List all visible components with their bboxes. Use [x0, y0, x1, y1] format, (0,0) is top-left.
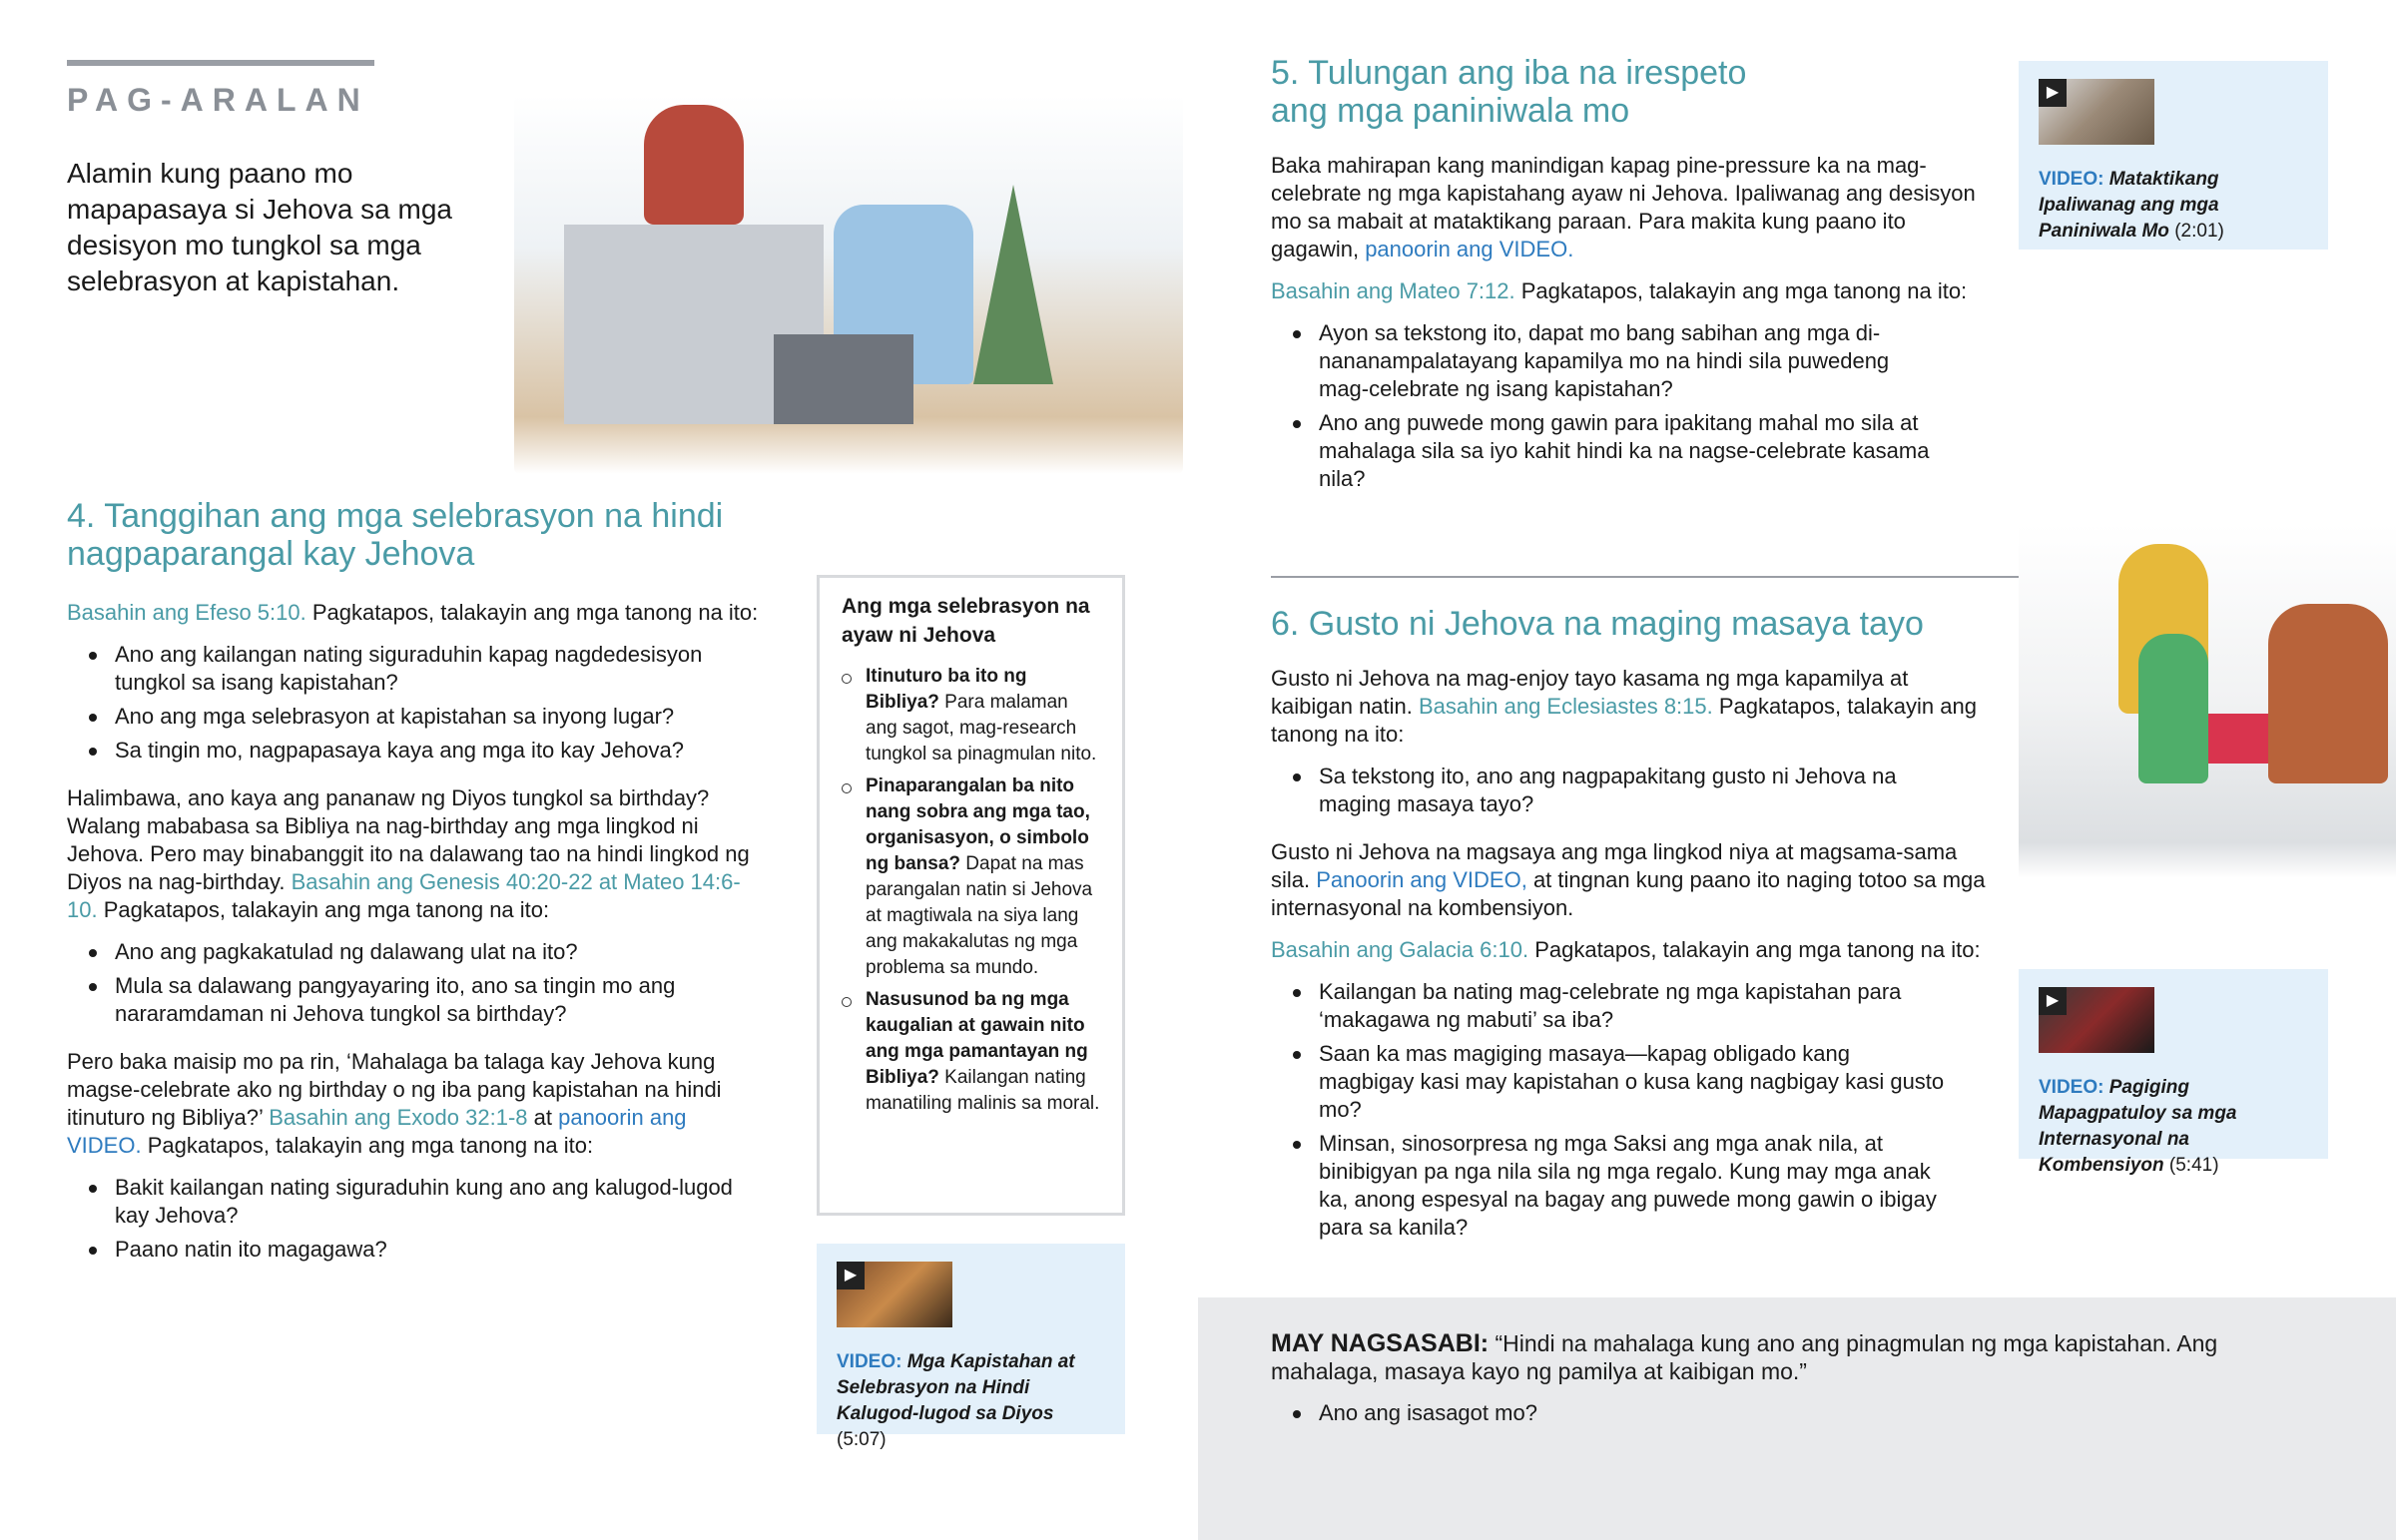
video-thumbnail[interactable] [2039, 987, 2154, 1053]
section-5-title: 5. Tulungan ang iba na irespeto ang mga paniniwala mo [1271, 54, 1747, 130]
list-item: Sa tekstong ito, ano ang nagpapakitang gusto ni Jehova na maging masaya tayo? [1271, 763, 1930, 818]
sidebar-question: Pinaparangalan ba nito nang sobra ang mga tao, organisasyon, o simbolo ng bansa? [866, 775, 1090, 874]
paragraph-text: Pagkatapos, talakayin ang mga tanong na ito: [141, 1133, 594, 1158]
list-item: Ano ang pagkakatulad ng dalawang ulat na ito? [67, 938, 766, 966]
paragraph-text: Pero baka maisip mo pa rin, ‘Mahalaga ba talaga kay Jehova kung magse-celebrate ako ng birthday o ng iba pang kapistahan na hindi itinuturo ng Bibliya?’ [67, 1049, 722, 1130]
scripture-link[interactable]: Basahin ang Exodo 32:1-8 [269, 1105, 528, 1130]
list-item: Saan ka mas magiging masaya—kapag obligado kang magbigay kasi may kapistahan o kusa kang nagbigay kasi gusto mo? [1271, 1040, 1950, 1124]
paragraph [67, 784, 766, 924]
list-item [842, 664, 1100, 768]
paragraph-text: Gusto ni Jehova na magsaya ang mga lingkod niya at magsama-sama sila. [1271, 839, 1958, 892]
paragraph-text: Pagkatapos, talakayin ang mga tanong na ito: [305, 600, 759, 625]
question-list [67, 1174, 766, 1264]
quote-panel [1198, 1297, 2396, 1540]
list-item: Ano ang puwede mong gawin para ipakitang mahal mo sila at mahalaga sila sa iyo kahit hindi ka na nagse-celebrate kasama nila? [1271, 409, 1930, 493]
list-item: Bakit kailangan nating siguraduhin kung ano ang kalugod-lugod kay Jehova? [67, 1174, 766, 1230]
paragraph-text: Halimbawa, ano kaya ang pananaw ng Diyos tungkol sa birthday? Walang mababasa sa Bibliya na nag-birthday ang mga lingkod ni Jehova. Pero may binabanggit ito na dalawang tao na hindi lingkod ng Diyos na nag-birthday. [67, 785, 750, 894]
christmas-tree [973, 185, 1053, 384]
paragraph-text: Pagkatapos, talakayin ang mga tanong na ito: [97, 897, 550, 922]
video-caption [837, 1349, 1105, 1453]
list-item: Sa tingin mo, nagpapasaya kaya ang mga ito kay Jehova? [67, 737, 766, 765]
quote-text: “Hindi na mahalaga kung ano ang pinagmulan ng mga kapistahan. Ang mahalaga, masaya kayo ng pamilya at kaibigan mo.” [1271, 1330, 2218, 1384]
sidebar-title: Ang mga selebrasyon na ayaw ni Jehova [842, 595, 1090, 647]
video-thumbnail[interactable] [2039, 79, 2154, 145]
paragraph [1271, 665, 1990, 749]
sidebar-question: Nasusunod ba ng mga kaugalian at gawain nito ang mga pamantayan ng Bibliya? [866, 989, 1088, 1088]
paragraph-text: Baka mahirapan kang manindigan kapag pine-pressure ka na mag-celebrate ng mga kapistahang ayaw ni Jehova. Ipaliwanag ang desisyon mo sa mabait at mataktikang paraan. Para makita kung paano ito gagawin, [1271, 153, 1976, 261]
list-item [842, 773, 1100, 981]
video-title: Pagiging Mapagpatuloy sa mga Internasyonal na Kombensiyon [2039, 1077, 2237, 1176]
sidebar-answer: Para malaman ang sagot, mag-research tungkol sa pinagmulan nito. [866, 692, 1097, 765]
office-illustration [514, 95, 1183, 474]
quote-label: MAY NAGSASABI: [1271, 1329, 1490, 1357]
sidebar-answer: Dapat na mas parangalan natin si Jehova at magtiwala na siya lang ang makakalutas ng mga problema sa mundo. [866, 853, 1093, 978]
video-link[interactable]: panoorin ang VIDEO. [67, 1105, 687, 1158]
scripture-link[interactable]: Basahin ang Efeso 5:10. [67, 600, 306, 625]
video-label: VIDEO: [2039, 169, 2104, 190]
video-link[interactable]: Panoorin ang VIDEO, [1316, 867, 1527, 892]
question-list [67, 641, 766, 765]
scripture-link[interactable]: Basahin ang Galacia 6:10. [1271, 937, 1529, 962]
video-card[interactable] [2019, 61, 2328, 250]
sidebar-question: Itinuturo ba ito ng Bibliya? [866, 666, 1027, 713]
sidebar-box [817, 575, 1125, 1216]
paragraph-text: at tingnan kung paano ito naging totoo sa mga internasyonal na kombensiyon. [1271, 867, 1986, 920]
quote-paragraph [1271, 1329, 2229, 1385]
play-icon: ▶ [837, 1262, 865, 1289]
question-list [1271, 319, 1930, 493]
video-title: Mataktikang Ipaliwanag ang mga Paniniwala Mo [2039, 169, 2219, 242]
laptop [774, 334, 913, 424]
paragraph-text: at [527, 1105, 559, 1130]
list-item: Ayon sa tekstong ito, dapat mo bang sabihan ang mga di-nananampalatayang kapamilya mo na hindi sila puwedeng mag-celebrate ng isang kapistahan? [1271, 319, 1930, 403]
list-item: Ano ang isasagot mo? [1271, 1399, 2323, 1427]
section-6-title: 6. Gusto ni Jehova na maging masaya tayo [1271, 605, 1924, 643]
video-label: VIDEO: [837, 1351, 902, 1372]
question-list [1271, 978, 1950, 1242]
section-rule [67, 60, 374, 66]
scripture-link[interactable]: Basahin ang Genesis 40:20-22 at Mateo 14:6-10. [67, 869, 741, 922]
paragraph-text: Pagkatapos, talakayin ang mga tanong na ito: [1528, 937, 1981, 962]
play-icon: ▶ [2039, 79, 2067, 107]
question-list [1271, 763, 1930, 818]
list-item: Paano natin ito magagawa? [67, 1236, 766, 1264]
paragraph-text: Gusto ni Jehova na mag-enjoy tayo kasama ng mga kapamilya at kaibigan natin. [1271, 666, 1909, 719]
divider [1271, 576, 2090, 578]
paragraph [1271, 152, 1990, 263]
list-item: Mula sa dalawang pangyayaring ito, ano sa tingin mo ang nararamdaman ni Jehova tungkol sa birthday? [67, 972, 766, 1028]
video-duration: (5:41) [2163, 1155, 2219, 1176]
video-card[interactable] [817, 1244, 1125, 1450]
video-thumbnail[interactable] [837, 1262, 952, 1327]
play-icon: ▶ [2039, 987, 2067, 1015]
question-list [1271, 1399, 2323, 1427]
list-item: Ano ang kailangan nating siguraduhin kapag nagdedesisyon tungkol sa isang kapistahan? [67, 641, 766, 697]
paragraph-text: Pagkatapos, talakayin ang tanong na ito: [1271, 694, 1977, 747]
video-caption [2039, 1075, 2308, 1179]
video-caption [2039, 167, 2308, 245]
woman-figure [644, 105, 744, 225]
child-figure [2138, 634, 2208, 783]
father-figure [2268, 604, 2388, 783]
scripture-link[interactable]: Basahin ang Eclesiastes 8:15. [1419, 694, 1713, 719]
scripture-link[interactable]: Basahin ang Mateo 7:12. [1271, 278, 1515, 303]
sidebar-answer: Kailangan nating manatiling malinis sa moral. [866, 1067, 1100, 1114]
paragraph-text: Pagkatapos, talakayin ang mga tanong na ito: [1514, 278, 1968, 303]
paragraph [1271, 838, 1990, 922]
list-item [842, 987, 1100, 1117]
family-illustration [2019, 524, 2396, 878]
video-label: VIDEO: [2039, 1077, 2104, 1098]
list-item: Ano ang mga selebrasyon at kapistahan sa inyong lugar? [67, 703, 766, 731]
video-link[interactable]: panoorin ang VIDEO. [1365, 237, 1574, 261]
paragraph [67, 599, 766, 627]
list-item: Minsan, sinosorpresa ng mga Saksi ang mga anak nila, at binibigyan pa nga nila sila ng mga regalo. Kung may mga anak ka, anong espesyal na bagay ang puwede mong gawin o ibigay para sa kanila? [1271, 1130, 1950, 1242]
list-item: Kailangan ba nating mag-celebrate ng mga kapistahan para ‘makagawa ng mabuti’ sa iba? [1271, 978, 1950, 1034]
video-title: Mga Kapistahan at Selebrasyon na Hindi Kalugod-lugod sa Diyos [837, 1351, 1075, 1424]
section-4-title: 4. Tanggihan ang mga selebrasyon na hindi nagpaparangal kay Jehova [67, 497, 724, 573]
paragraph [67, 1048, 766, 1160]
paragraph [1271, 277, 1990, 305]
paragraph [1271, 936, 1990, 964]
question-list [67, 938, 766, 1028]
video-duration: (5:07) [837, 1429, 887, 1450]
intro-text: Alamin kung paano mo mapapasaya si Jehova sa mga desisyon mo tungkol sa mga selebrasyon at kapistahan. [67, 158, 452, 296]
section-label: PAG-ARALAN [67, 82, 369, 118]
video-card[interactable] [2019, 969, 2328, 1176]
video-duration: (2:01) [2168, 221, 2224, 242]
gift-box [2208, 714, 2268, 764]
